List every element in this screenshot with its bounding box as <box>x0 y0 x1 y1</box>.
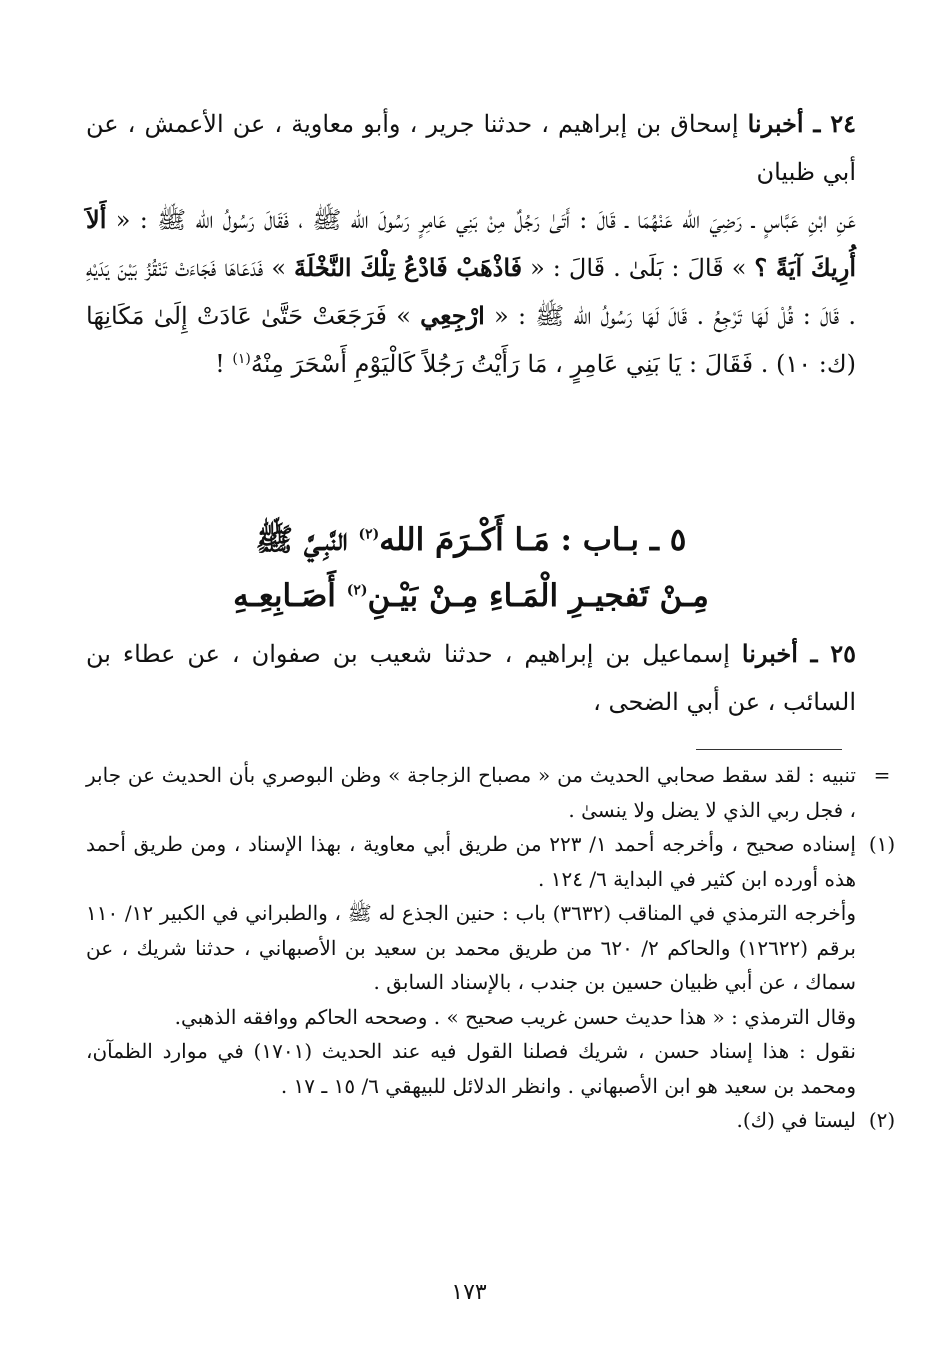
hadith-24-matn <box>86 196 856 388</box>
footnote-paragraph: ليستا في (ك). <box>736 1108 856 1132</box>
footnote-paragraph: إسناده صحيح ، وأخرجه أحمد ١/ ٢٢٣ من طريق أبي معاوية ، بهذا الإسناد ، ومن طريق أحمد هذه أورده ابن كثير في البداية ٦/ ١٢٤ . <box>86 832 856 891</box>
footnote-ref[interactable]: (٢) <box>358 526 380 543</box>
matn-text: عَنِ ابْنِ عَبَّاسٍ ـ رَضِيَ الله عَنْهُمَا ـ قَالَ : أَتَىٰ رَجُلٌ مِنْ بَنِي عَامِرٍ رَسُولَ الله ﷺ ، فَقَالَ رَسُولُ الله ﷺ : « <box>106 206 856 234</box>
matn-text: » فَرَجَعَتْ حَتَّىٰ عَادَتْ إِلَىٰ مَكَانِهَا (ك: ١٠) . فَقَالَ : يَا بَنِي عَامِرٍ ، مَا رَأَيْتُ رَجُلاً كَالْيَوْمِ أَسْحَرَ مِنْهُ <box>86 302 856 378</box>
footnote-marker: = <box>873 763 891 787</box>
prophetic-quote: أَلاَ أُرِيكَ آيَةً ؟ <box>86 205 857 282</box>
isnad-text: إسحاق بن إبراهيم ، حدثنا جرير ، وأبو معاوية ، عن الأعمش ، عن أبي ظبيان <box>86 110 856 186</box>
hadith-25 <box>86 630 856 726</box>
chapter-heading-line-2 <box>86 568 856 624</box>
matn-text: » فَدَعَاهَا فَجَاءَتْ تَنْقُزُ بَيْنَ يَدَيْهِ . قَالَ : قُلْ لَهَا تَرْجِعُ . قَالَ لَهَا رَسُولُ الله ﷺ : « <box>86 254 856 330</box>
page-number: ١٧٣ <box>451 1280 487 1305</box>
footnote-2 <box>86 1103 896 1138</box>
chapter-text: النَّبِـيَّ ﷺ <box>255 522 359 558</box>
footnote-marker: (٢) <box>868 1108 896 1132</box>
hadith-25-isnad <box>86 630 856 726</box>
hadith-number-lead: ٢٥ ـ أخبرنا <box>741 639 856 668</box>
chapter-text: أَصَـابِعِـهِ <box>233 578 347 614</box>
hadith-24-isnad <box>86 100 856 196</box>
isnad-text: إسماعيل بن إبراهيم ، حدثنا شعيب بن صفوان ، عن عطاء بن السائب ، عن أبي الضحى ، <box>86 640 856 716</box>
footnotes <box>86 758 896 1138</box>
chapter-text: مِـنْ تَفجيـرِ الْمَـاءِ مِـنْ بَيْـنِ <box>367 578 709 614</box>
footnote-ref[interactable]: (١) <box>232 351 251 367</box>
footnote-divider <box>696 749 842 750</box>
footnote-paragraph: وقال الترمذي : « هذا حديث حسن غريب صحيح » . وصححه الحاكم ووافقه الذهبي. <box>174 1004 856 1029</box>
footnote-paragraph: نقول : هذا إسناد حسن ، شريك فصلنا القول فيه عند الحديث (١٧٠١) في موارد الظمآن، ومحمد بن سعيد هو ابن الأصبهاني . وانظر الدلائل للبيهقي ٦/ ١٥ ـ ١٧ . <box>86 1039 856 1098</box>
matn-text: ! <box>215 350 233 378</box>
hadith-24 <box>86 100 856 388</box>
footnote-continued <box>86 758 891 827</box>
hadith-number-lead: ٢٤ ـ أخبرنا <box>747 109 856 138</box>
prophetic-quote: ارْجِعِي <box>420 301 485 330</box>
chapter-heading <box>86 512 856 624</box>
chapter-heading-line-1 <box>86 512 856 568</box>
footnote-paragraph: وأخرجه الترمذي في المناقب (٣٦٣٢) باب : حنين الجذع له ﷺ ، والطبراني في الكبير ١٢/ ١١٠ برقم (١٢٦٢٢) والحاكم ٢/ ٦٢٠ من طريق محمد بن سعيد بن الأصبهاني ، حدثنا شريك ، عن سماك ، عن أبي ظبيان حسين بن جندب ، بالإسناد السابق . <box>86 901 856 994</box>
prophetic-quote: فَاذْهَبْ فَادْعُ تِلْكَ النَّخْلَةَ <box>294 253 523 282</box>
footnote-ref[interactable]: (٢) <box>346 582 368 599</box>
chapter-text: ٥ ـ بـاب : مَـا أَكْـرَمَ الله <box>379 522 687 558</box>
footnote-1 <box>86 827 896 1103</box>
footnote-paragraph: تنبيه : لقد سقط صحابي الحديث من « مصباح الزجاجة » وظن البوصري بأن الحديث عن جابر ، فجل ربي الذي لا يضل ولا ينسىٰ . <box>86 763 856 822</box>
matn-text: » قَالَ : بَلَىٰ . قَالَ : « <box>522 254 755 282</box>
footnote-marker: (١) <box>868 832 896 856</box>
